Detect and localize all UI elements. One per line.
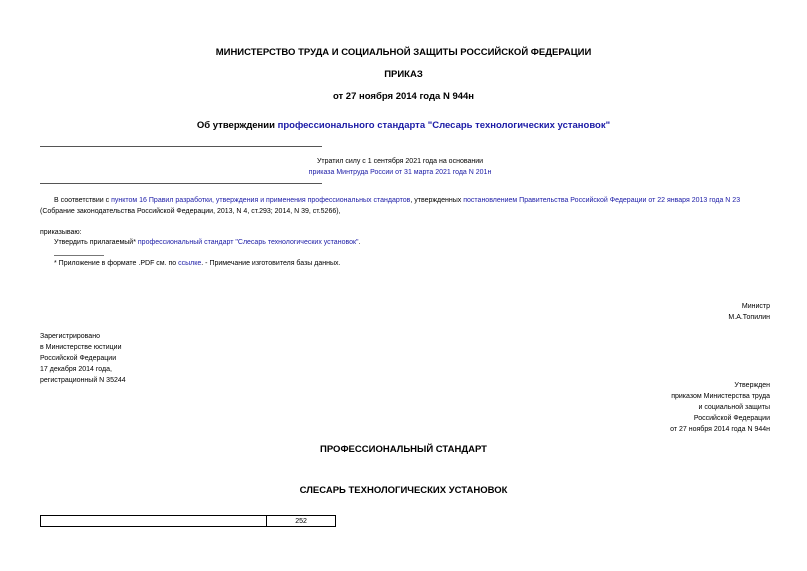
footnote-text-a: * Приложение в формате .PDF см. по (54, 260, 179, 267)
approval-line: от 27 ноября 2014 года N 944н (670, 426, 770, 433)
approval-line: Российской Федерации (693, 415, 770, 422)
reg-number-cell: 252 (267, 516, 336, 527)
registration-line: Зарегистрировано (40, 333, 100, 340)
doc-type-heading: ПРИКАЗ (384, 69, 423, 80)
preamble-text-a: В соответствии с (54, 197, 112, 204)
approve-text-a: Утвердить прилагаемый* (54, 239, 138, 246)
rules-point-link[interactable]: пунктом 16 Правил разработки, утверждения и применения профессиональных стандартов (111, 197, 411, 204)
ministry-heading: МИНИСТЕРСТВО ТРУДА И СОЦИАЛЬНОЙ ЗАЩИТЫ РОССИЙСКОЙ ФЕДЕРАЦИИ (215, 47, 592, 58)
repeal-order-link[interactable]: приказа Минтруда России от 31 марта 2021 года N 201н (308, 169, 492, 176)
repeal-notice-line1: Утратил силу с 1 сентября 2021 года на основании (316, 158, 484, 165)
footnote (54, 258, 340, 269)
preamble-text-c: (Собрание законодательства Российской Федерации, 2013, N 4, ст.293; 2014, N 39, ст.5266), (40, 208, 341, 215)
footnote-link[interactable]: ссылке (178, 260, 202, 267)
registration-block (40, 331, 126, 386)
subject-link[interactable]: профессионального стандарта "Слесарь технологических установок" (277, 120, 611, 131)
reg-number-table (40, 515, 336, 527)
signature-name: М.А.Топилин (728, 314, 770, 321)
divider-bottom (40, 183, 322, 184)
approval-block (560, 380, 770, 435)
registration-line: Российской Федерации (40, 355, 117, 362)
repeal-notice (230, 156, 570, 178)
approval-line: приказом Министерства труда (671, 393, 770, 400)
preamble-paragraph (40, 195, 770, 217)
footnote-separator (54, 255, 104, 256)
subject-heading (0, 120, 807, 131)
approve-text-b: . (358, 239, 361, 246)
date-line: от 27 ноября 2014 года N 944н (332, 91, 475, 102)
approval-line: и социальной защиты (698, 404, 770, 411)
standard-link[interactable]: профессиональный стандарт "Слесарь технологических установок" (137, 239, 359, 246)
subject-prefix: Об утверждении (196, 120, 278, 131)
government-decree-link[interactable]: постановлением Правительства Российской Федерации от 22 января 2013 года N 23 (463, 197, 741, 204)
registration-line: 17 декабря 2014 года, (40, 366, 112, 373)
orders-word: приказываю: (40, 229, 82, 236)
divider-top (40, 146, 322, 147)
footnote-text-b: . - Примечание изготовителя базы данных. (201, 260, 341, 267)
signature-title: Министр (741, 303, 770, 310)
standard-title: ПРОФЕССИОНАЛЬНЫЙ СТАНДАРТ (320, 444, 487, 455)
approval-line: Утвержден (734, 382, 770, 389)
standard-name: СЛЕСАРЬ ТЕХНОЛОГИЧЕСКИХ УСТАНОВОК (299, 485, 508, 496)
registration-line: регистрационный N 35244 (40, 377, 126, 384)
approve-paragraph (54, 237, 361, 248)
reg-number-empty-cell (41, 516, 267, 527)
registration-line: в Министерстве юстиции (40, 344, 122, 351)
signature-block (600, 301, 770, 323)
preamble-text-b: , утвержденных (410, 197, 464, 204)
